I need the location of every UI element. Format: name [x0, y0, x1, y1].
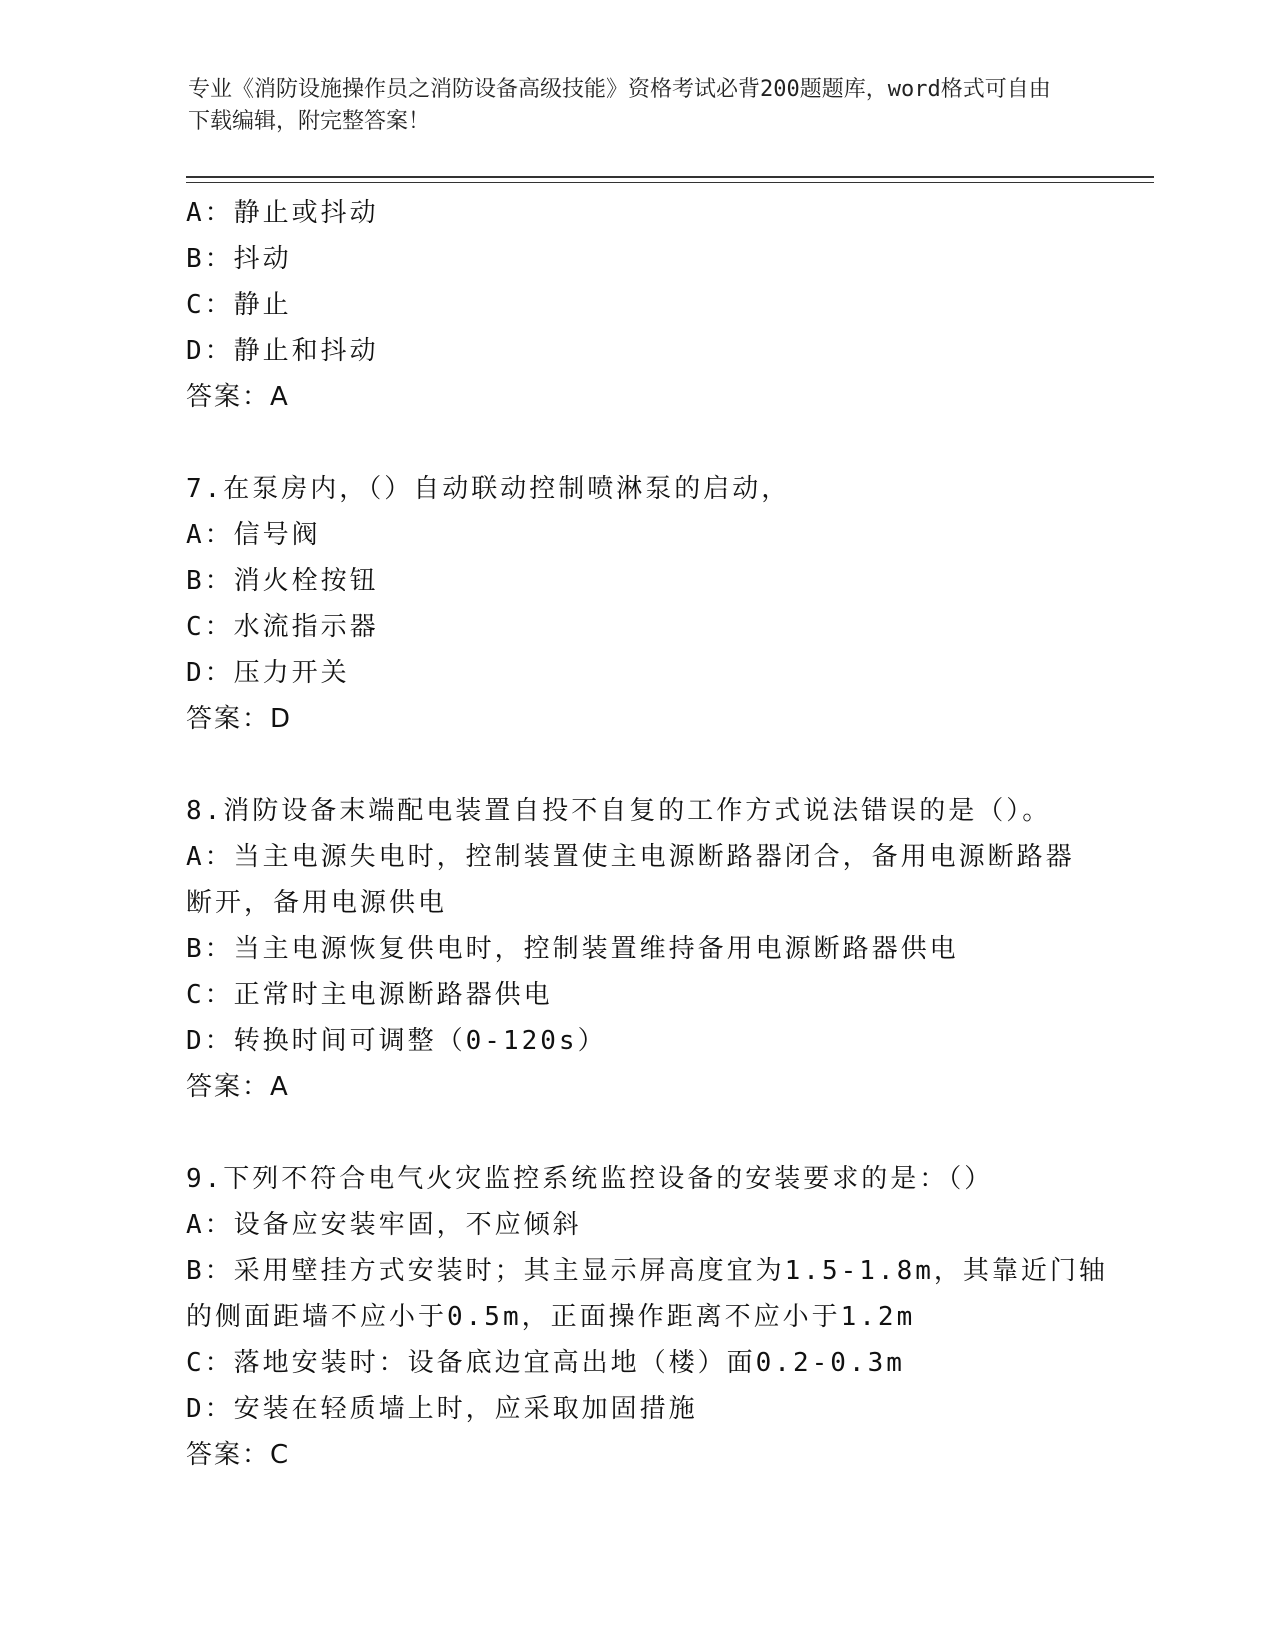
option-d: D：安装在轻质墙上时，应采取加固措施	[186, 1394, 698, 1424]
option-a: A：静止或抖动	[186, 198, 379, 228]
answer: 答案：A	[186, 382, 290, 412]
option-c: C：水流指示器	[186, 612, 379, 642]
option-d: D：转换时间可调整（0-120s）	[186, 1026, 607, 1056]
question-6-partial	[186, 190, 1086, 420]
question-stem: 8.消防设备末端配电装置自投不自复的工作方式说法错误的是（）。	[186, 796, 1052, 826]
option-a: A：设备应安装牢固，不应倾斜	[186, 1210, 582, 1240]
option-b-continued: 的侧面距墙不应小于0.5m，正面操作距离不应小于1.2m	[186, 1302, 916, 1332]
answer: 答案：D	[186, 704, 293, 734]
option-c: C：静止	[186, 290, 292, 320]
option-a: A：当主电源失电时，控制装置使主电源断路器闭合，备用电源断路器	[186, 842, 1075, 872]
question-8	[186, 788, 1086, 1110]
document-header: 专业《消防设施操作员之消防设备高级技能》资格考试必背200题题库，word格式可自由下载编辑，附完整答案！	[188, 77, 1051, 134]
option-b: B：采用壁挂方式安装时；其主显示屏高度宜为1.5-1.8m，其靠近门轴	[186, 1256, 1108, 1286]
question-list	[186, 190, 1108, 1478]
question-stem: 9.下列不符合电气火灾监控系统监控设备的安装要求的是：（）	[186, 1164, 994, 1194]
option-d: D：压力开关	[186, 658, 350, 688]
option-b: B：当主电源恢复供电时，控制装置维持备用电源断路器供电	[186, 934, 959, 964]
option-c: C：落地安装时：设备底边宜高出地（楼）面0.2-0.3m	[186, 1348, 905, 1378]
question-stem: 7.在泵房内，（）自动联动控制喷淋泵的启动，	[186, 474, 791, 504]
answer: 答案：A	[186, 1072, 290, 1102]
option-c: C：正常时主电源断路器供电	[186, 980, 553, 1010]
question-7	[186, 466, 1086, 742]
answer: 答案：C	[186, 1440, 291, 1470]
option-b: B：抖动	[186, 244, 292, 274]
header-divider-thick	[186, 176, 1154, 178]
option-a-continued: 断开，备用电源供电	[186, 888, 448, 918]
header-divider-thin	[186, 182, 1154, 183]
option-d: D：静止和抖动	[186, 336, 379, 366]
option-a: A：信号阀	[186, 520, 321, 550]
question-9	[186, 1156, 1108, 1478]
option-b: B：消火栓按钮	[186, 566, 379, 596]
